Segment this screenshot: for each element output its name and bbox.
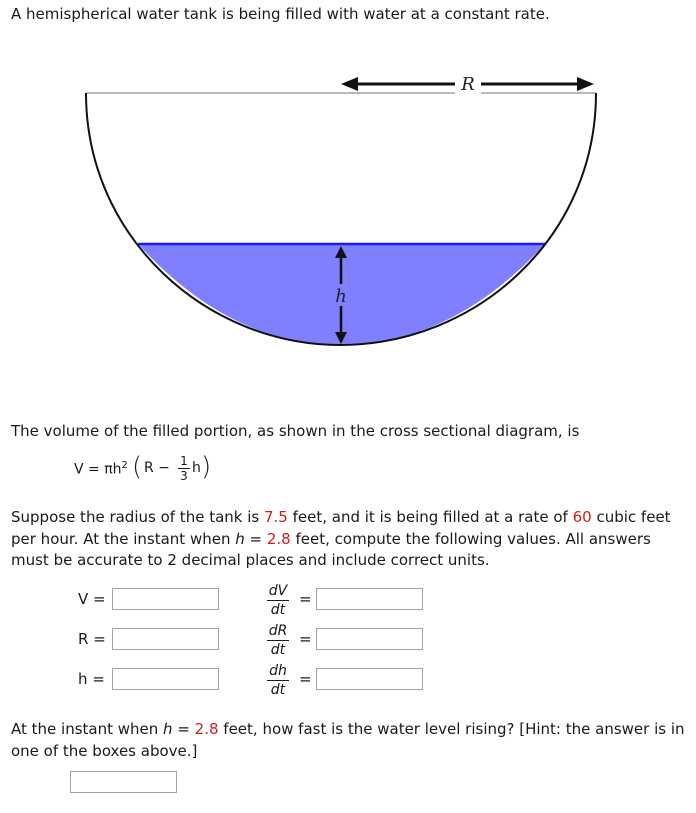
r-input[interactable] <box>112 628 219 650</box>
dhdt-equals: = <box>299 670 312 688</box>
h-label: h = <box>78 670 105 688</box>
rate-value: 60 <box>572 508 592 526</box>
hemisphere-diagram <box>0 60 696 360</box>
h-input[interactable] <box>112 668 219 690</box>
dvdt-input[interactable] <box>316 588 423 610</box>
rising-rate-input[interactable] <box>70 771 177 793</box>
v-input[interactable] <box>112 588 219 610</box>
radius-arrow-right-icon <box>577 77 594 91</box>
drdt-input[interactable] <box>316 628 423 650</box>
radius-arrow-left-icon <box>341 77 358 91</box>
formula-r-minus: R − <box>144 460 170 476</box>
formula-open-paren: ( <box>132 452 143 482</box>
problem-statement: Suppose the radius of the tank is 7.5 feet, and it is being filled at a rate of 60 cubic feet per hour. At the instant when h = 2.8 feet, compute the following values. All answers must be accurate to 2 decimal places and include correct units. <box>11 508 671 569</box>
dvdt-equals: = <box>299 590 312 608</box>
formula-h: h <box>192 460 201 476</box>
radius-label: R <box>461 74 475 95</box>
r-label: R = <box>78 630 106 648</box>
question-text: At the instant when h = 2.8 feet, how fast is the water level rising? [Hint: the answer is in one of the boxes above.] <box>11 720 685 760</box>
dvdt-fraction: $\frac{dV}{dt}$ <box>268 583 288 618</box>
question-h-value: 2.8 <box>194 720 219 738</box>
dhdt-input[interactable] <box>316 668 423 690</box>
v-label: V = <box>78 590 106 608</box>
intro-text: A hemispherical water tank is being filled with water at a constant rate. <box>11 5 550 23</box>
h-value: 2.8 <box>266 529 291 548</box>
drdt-equals: = <box>299 630 312 648</box>
volume-description: The volume of the filled portion, as shown in the cross sectional diagram, is <box>11 422 580 440</box>
formula-lhs: $V = \pi h^2$ <box>74 460 128 478</box>
height-label: h <box>335 286 347 307</box>
drdt-fraction: $\frac{dR}{dt}$ <box>268 623 288 658</box>
formula-close-paren: ) <box>201 452 212 482</box>
radius-value: 7.5 <box>263 508 288 526</box>
formula-fraction: 1 3 <box>178 454 190 483</box>
dhdt-fraction: $\frac{dh}{dt}$ <box>267 663 289 698</box>
